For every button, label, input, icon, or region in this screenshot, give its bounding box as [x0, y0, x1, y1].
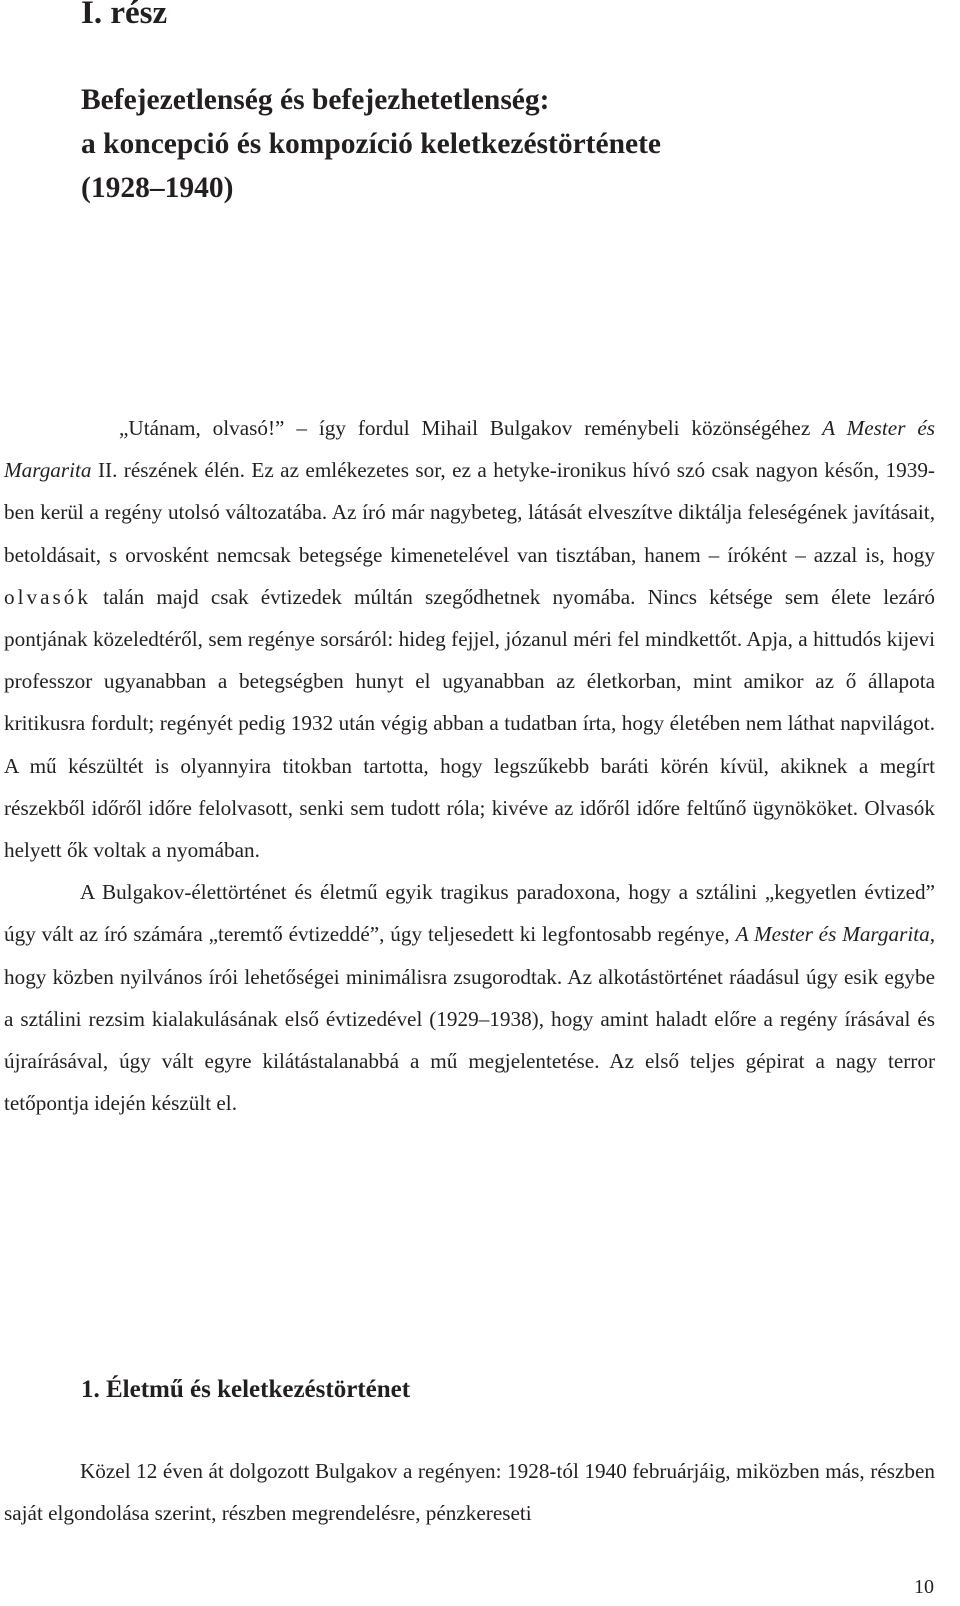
emphasized-word: olvasók: [4, 584, 91, 609]
body-text-intro: [4, 407, 935, 1124]
paragraph-1-text-c: talán majd csak évtizedek múltán szegődhetnek nyomába. Nincs kétsége sem élete lezáró pontjának közeledtéről, sem regénye sorsáról: hideg fejjel, józanul méri fel mindkettőt. Apja, a hittudós kijevi professzor ugyanabban a betegségben hunyt el ugyanabban az életkorban, mint amikor az ő állapota kritikusra fordult; regényét pedig 1932 után végig abban a tudatban írta, hogy életében nem láthat napvilágot. A mű készültét is olyannyira titokban tartotta, hogy legszűkebb baráti körén kívül, akiknek a megírt részekből időről időre felolvasott, senki sem tudott róla; kivéve az időről időre feltűnő ügynököket. Olvasók helyett ők voltak a nyomában.: [4, 584, 935, 863]
part-title: I. rész: [81, 0, 168, 31]
paragraph-1-text-a: „Utánam, olvasó!” – így fordul Mihail Bulgakov reménybeli közönségéhez: [119, 416, 823, 440]
paragraph-1-text-b: II. részének élén. Ez az emlékezetes sor, ez a hetyke-ironikus hívó szó csak nagyon későn, 1939-ben kerül a regény utolsó változatába. Az író már nagybeteg, látását elveszítve diktálja feleségének javításait, betoldásait, s orvosként nemcsak betegsége kimenetelével van tisztában, hanem – íróként – azzal is, hogy: [4, 458, 935, 567]
chapter-title-line-3: (1928–1940): [81, 172, 234, 204]
page-number: 10: [914, 1576, 934, 1598]
body-text-section: [4, 1450, 935, 1534]
chapter-title-line-1: Befejezetlenség és befejezhetetlenség:: [81, 84, 550, 116]
work-title-italic: A Mester és Margarita: [735, 922, 930, 947]
paragraph-3-text: Közel 12 éven át dolgozott Bulgakov a regényen: 1928-tól 1940 februárjáig, miközben más, részben saját elgondolása szerint, részben megrendelésre, pénzkereseti: [4, 1459, 935, 1526]
paragraph-1: [4, 407, 935, 871]
section-heading: 1. Életmű és keletkezéstörténet: [81, 1376, 411, 1403]
work-title-italic: A Mester és Margarita: [4, 416, 936, 483]
paragraph-2-text-b: , hogy közben nyilvános írói lehetőségei minimálisra zsugorodtak. Az alkotástörténet ráadásul úgy esik egybe a sztálini rezsim kialakulásának első évtizedével (1929–1938), hogy amint haladt előre a regény írásával és újraírásával, úgy vált egyre kilátástalanabbá a mű megjelentetése. Az első teljes gépirat a nagy terror tetőpontja idején készült el.: [4, 922, 935, 1116]
paragraph-2-text-a: A Bulgakov-élettörténet és életmű egyik tragikus paradoxona, hogy a sztálini „kegyetlen évtized” úgy vált az író számára „teremtő évtizeddé”, úgy teljesedett ki legfontosabb regénye,: [4, 880, 935, 947]
paragraph-2: [4, 871, 935, 1124]
chapter-title-line-2: a koncepció és kompozíció keletkezéstörténete: [81, 128, 662, 160]
chapter-title: [81, 78, 661, 210]
paragraph-3: [4, 1450, 935, 1534]
